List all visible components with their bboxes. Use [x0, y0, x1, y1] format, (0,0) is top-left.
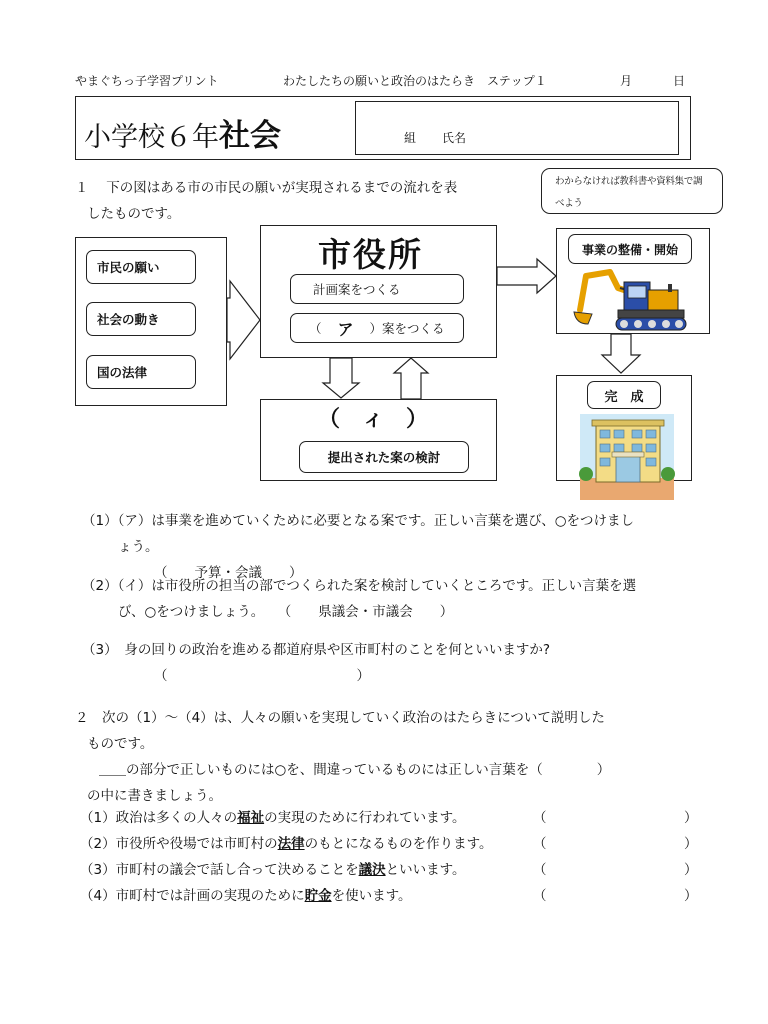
- unit-title: わたしたちの願いと政治のはたらき ステップ１: [283, 74, 547, 88]
- arrow-down-to-council: [323, 358, 359, 398]
- plan-step: 計画案をつくる: [290, 274, 464, 304]
- arrow-to-cityhall: [227, 281, 260, 359]
- q2-intro: ２ 次の（1）～（4）は、人々の願いを実現していく政治のはたらきについて説明した ものです。 ＿＿の部分で正しいものには○を、間違っているものには正しい言葉を（ ） の中に書きましょう。: [75, 710, 611, 804]
- q2-item: （3）市町村の議会で話し合って決めることを議決といいます。 （ ）: [80, 857, 692, 883]
- school-building-icon: [580, 414, 674, 500]
- arrow-up-to-cityhall: [394, 358, 428, 399]
- answer-open[interactable]: （: [533, 836, 547, 852]
- q2-item: （2）市役所や役場では市町村の法律のもとになるものを作ります。 （ ）: [80, 831, 692, 857]
- q1-intro: １ 下の図はある市の市民の願いが実現されるまでの流れを表 したものです。: [75, 180, 458, 222]
- q1-sub3-answer-blank[interactable]: （ ）: [154, 668, 370, 684]
- month-label: 月: [620, 74, 633, 88]
- q2-items: [80, 805, 698, 909]
- blank-a-step: （ ア ）案をつくる: [290, 313, 464, 343]
- completion-label: 完 成: [587, 381, 661, 409]
- national-law-item: 国の法律: [86, 355, 196, 389]
- underlined-term: 福祉: [237, 810, 265, 826]
- answer-open[interactable]: （: [533, 810, 547, 826]
- citizen-wish-item: 市民の願い: [86, 250, 196, 284]
- answer-open[interactable]: （: [533, 862, 547, 878]
- arrow-down-to-done: [602, 334, 640, 373]
- answer-close[interactable]: ）: [684, 862, 698, 878]
- city-hall-title: 市役所: [318, 235, 423, 274]
- underlined-term: 貯金: [304, 888, 332, 904]
- project-start-label: 事業の整備・開始: [568, 234, 692, 264]
- student-name-label: 氏名: [442, 131, 467, 145]
- q1-sub2: （2）（イ）は市役所の担当の部でつくられた案を検討していくところです。正しい言葉を選 び、○をつけましょう。 （ 県議会・市議会 ）: [82, 573, 636, 625]
- q2-item: （4）市町村では計画の実現のために貯金を使います。 （ ）: [80, 883, 692, 909]
- answer-close[interactable]: ）: [684, 836, 698, 852]
- assembly-choices[interactable]: び、○をつけましょう。 （ 県議会・市議会 ）: [118, 604, 454, 620]
- excavator-icon: [572, 266, 692, 332]
- day-label: 日: [673, 74, 686, 88]
- blank-i-label: （ ィ ）: [318, 407, 429, 432]
- answer-close[interactable]: ）: [684, 888, 698, 904]
- answer-close[interactable]: ）: [684, 810, 698, 826]
- subject-title: 社会: [219, 118, 281, 154]
- review-step: 提出された案の検討: [299, 441, 469, 473]
- series-name: やまぐちっ子学習プリント: [75, 74, 219, 88]
- arrow-to-project: [497, 259, 556, 293]
- blank-a-label: ア: [337, 319, 354, 339]
- q1-sub1: （1）（ア）は事業を進めていくために必要となる案です。正しい言葉を選び、○をつけまし ょう。 （ 予算・会議 ）: [82, 508, 634, 586]
- q2-item: （1）政治は多くの人々の福祉の実現のために行われています。 （ ）: [80, 805, 692, 831]
- underlined-term: 議決: [358, 862, 386, 878]
- answer-open[interactable]: （: [533, 888, 547, 904]
- page-title: 小学校６年社会: [84, 118, 281, 154]
- underlined-term: 法律: [277, 836, 305, 852]
- q1-sub3: （3） 身の回りの政治を進める都道府県や区市町村のことを何といいますか? （ ）: [82, 637, 550, 689]
- social-trend-item: 社会の動き: [86, 302, 196, 336]
- hint-box: わからなければ教科書や資料集で調 べよう: [541, 168, 723, 214]
- class-label: 組: [404, 131, 417, 145]
- budget-council-choices[interactable]: （ 予算・会議 ）: [154, 565, 303, 581]
